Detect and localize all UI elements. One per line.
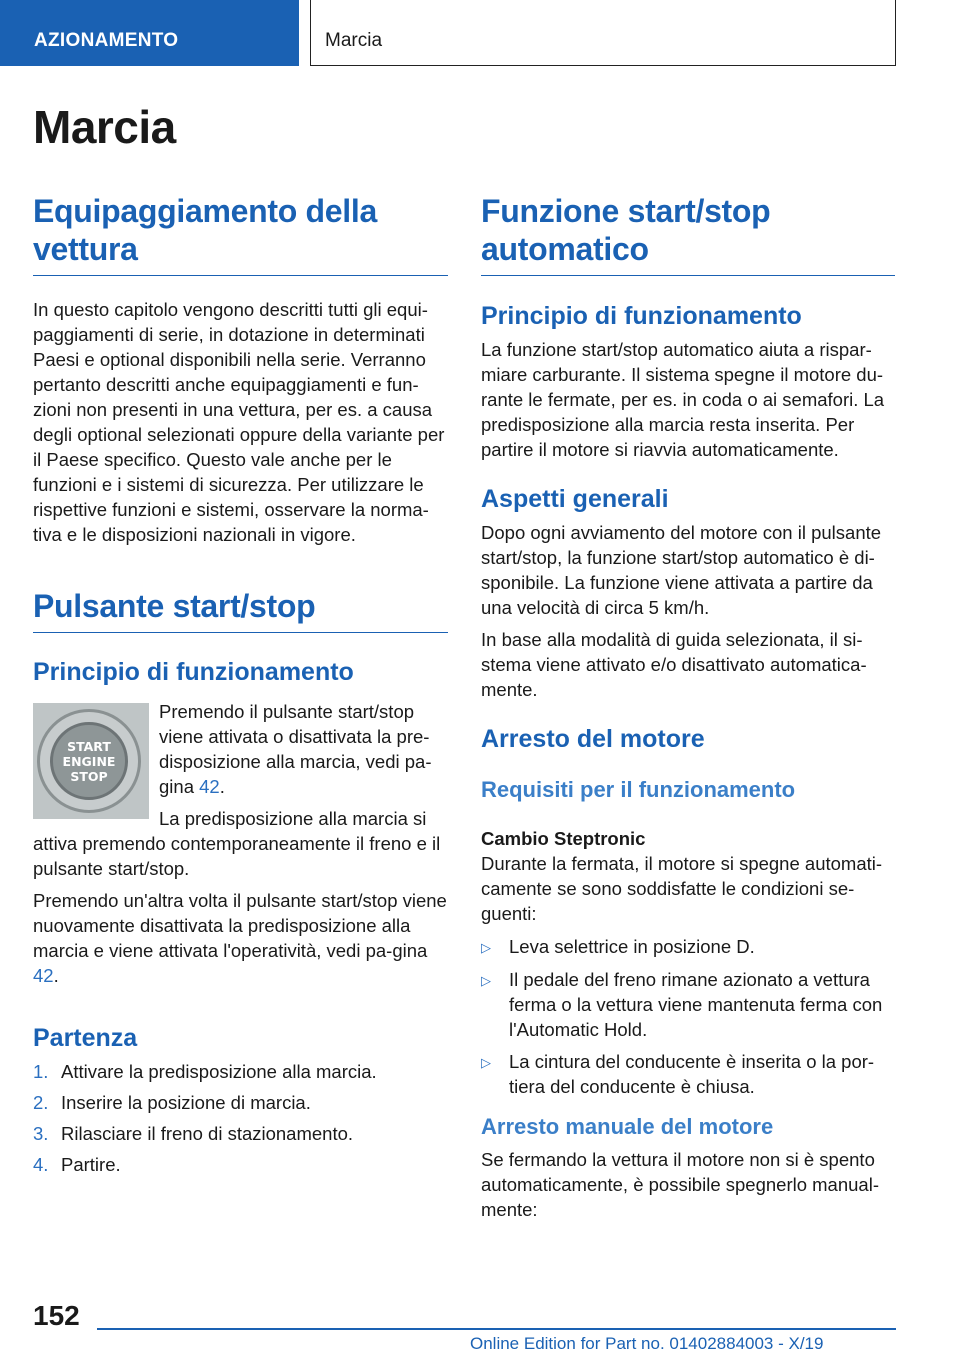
section-tab-label: AZIONAMENTO — [34, 30, 179, 51]
engine-stop-heading: Arresto del motore — [481, 725, 705, 753]
page-number: 152 — [33, 1300, 80, 1331]
startstop-figure-block — [33, 699, 448, 881]
start-engine-stop-button-image — [33, 703, 149, 819]
partenza-steps — [33, 1059, 448, 1177]
button-label-start: START — [67, 738, 111, 754]
section-tab[interactable] — [0, 0, 299, 66]
auto-principle-heading: Principio di funzionamento — [481, 302, 802, 330]
left-column — [33, 192, 448, 1183]
button-ring — [37, 709, 141, 813]
list-item: 3. Rilasciare il freno di stazionamento. — [33, 1123, 354, 1144]
steptronic-text: Durante la fermata, il motore si spegne automati-camente se sono soddisfatte le condizioni se-guenti: — [481, 853, 883, 924]
requirements-heading: Requisiti per il funzionamento — [481, 777, 796, 802]
auto-startstop-heading: Funzione start/stop automatico — [481, 192, 895, 276]
list-item: ▷ Il pedale del freno rimane azionato a vettura ferma o la vettura viene mantenuta ferma con l'Automatic Hold. — [481, 969, 883, 1040]
page-link-42[interactable]: 42 — [33, 965, 54, 986]
startstop-paragraph-2: La predisposizione alla marcia si attiva premendo contemporaneamente il freno e il pulsante start/stop. — [33, 808, 441, 879]
startstop-principle-heading: Principio di funzionamento — [33, 658, 354, 686]
list-item: ▷ La cintura del conducente è inserita o la por-tiera del conducente è chiusa. — [481, 1051, 875, 1097]
triangle-bullet-icon: ▷ — [481, 973, 491, 988]
footer-divider — [97, 1328, 896, 1330]
equipment-heading: Equipaggiamento della vettura — [33, 192, 448, 276]
general-paragraph-2: In base alla modalità di guida selezionata, il si-stema viene attivato e/o disattivato automatica-mente. — [481, 629, 867, 700]
list-item: ▷ Leva selettrice in posizione D. — [481, 934, 895, 960]
button-label-engine: ENGINE — [62, 753, 116, 769]
list-item: 4. Partire. — [33, 1154, 121, 1175]
steptronic-heading: Cambio Steptronic — [481, 828, 646, 849]
chapter-label: Marcia — [325, 30, 383, 51]
manual-stop-text: Se fermando la vettura il motore non si è spento automaticamente, è possibile spegnerlo manual-mente: — [481, 1149, 879, 1220]
startstop-paragraph-3: Premendo un'altra volta il pulsante start/stop viene nuovamente disattivata la predisposizione alla marcia e viene attivata l'operatività, vedi pa-gina 42. — [33, 890, 447, 986]
auto-principle-text: La funzione start/stop automatico aiuta a rispar-miare carburante. Il sistema spegne il motore du-rante le fermate, per es. in coda o ai semafori. La predisposizione alla marcia resta inserita. Per partire il motore si riavvia automaticamente. — [481, 339, 885, 460]
triangle-bullet-icon: ▷ — [481, 940, 491, 955]
page-link-42[interactable]: 42 — [199, 776, 220, 797]
general-paragraph-1: Dopo ogni avviamento del motore con il pulsante start/stop, la funzione start/stop automatico è di-sponibile. La funzione viene attivata a partire da una velocità di circa 5 km/h. — [481, 522, 882, 618]
conditions-list — [481, 934, 895, 1099]
chapter-header — [310, 0, 896, 66]
list-item: 1. Attivare la predisposizione alla marcia. — [33, 1061, 377, 1082]
edition-footer: Online Edition for Part no. 01402884003 - X/19 — [470, 1334, 824, 1353]
list-item: 2. Inserire la posizione di marcia. — [33, 1092, 311, 1113]
equipment-text: In questo capitolo vengono descritti tutti gli equi-paggiamenti di serie, in dotazione in determinati Paesi e optional disponibili nella serie. Verranno pertanto descritti anche equipaggiamenti e fun-zioni non presenti in una vettura, per es. a causa degli optional selezionati oppure della variante per il Paese specifico. Questo vale anche per le funzioni e i sistemi di sicurezza. Per utilizzare le rispettive funzioni e sistemi, osservare la norma-tiva e le disposizioni nazionali in vigore. — [33, 299, 445, 545]
triangle-bullet-icon: ▷ — [481, 1055, 491, 1070]
page-title: Marcia — [33, 101, 176, 153]
startstop-heading: Pulsante start/stop — [33, 587, 448, 633]
general-heading: Aspetti generali — [481, 485, 669, 513]
right-column — [481, 192, 895, 1222]
button-label-stop: STOP — [70, 768, 108, 784]
button-face — [50, 722, 128, 800]
manual-stop-heading: Arresto manuale del motore — [481, 1114, 774, 1139]
startstop-paragraph-1: Premendo il pulsante start/stop viene attivata o disattivata la pre-disposizione alla marcia, vedi pa-gina 42. — [159, 701, 432, 797]
partenza-heading: Partenza — [33, 1024, 138, 1052]
